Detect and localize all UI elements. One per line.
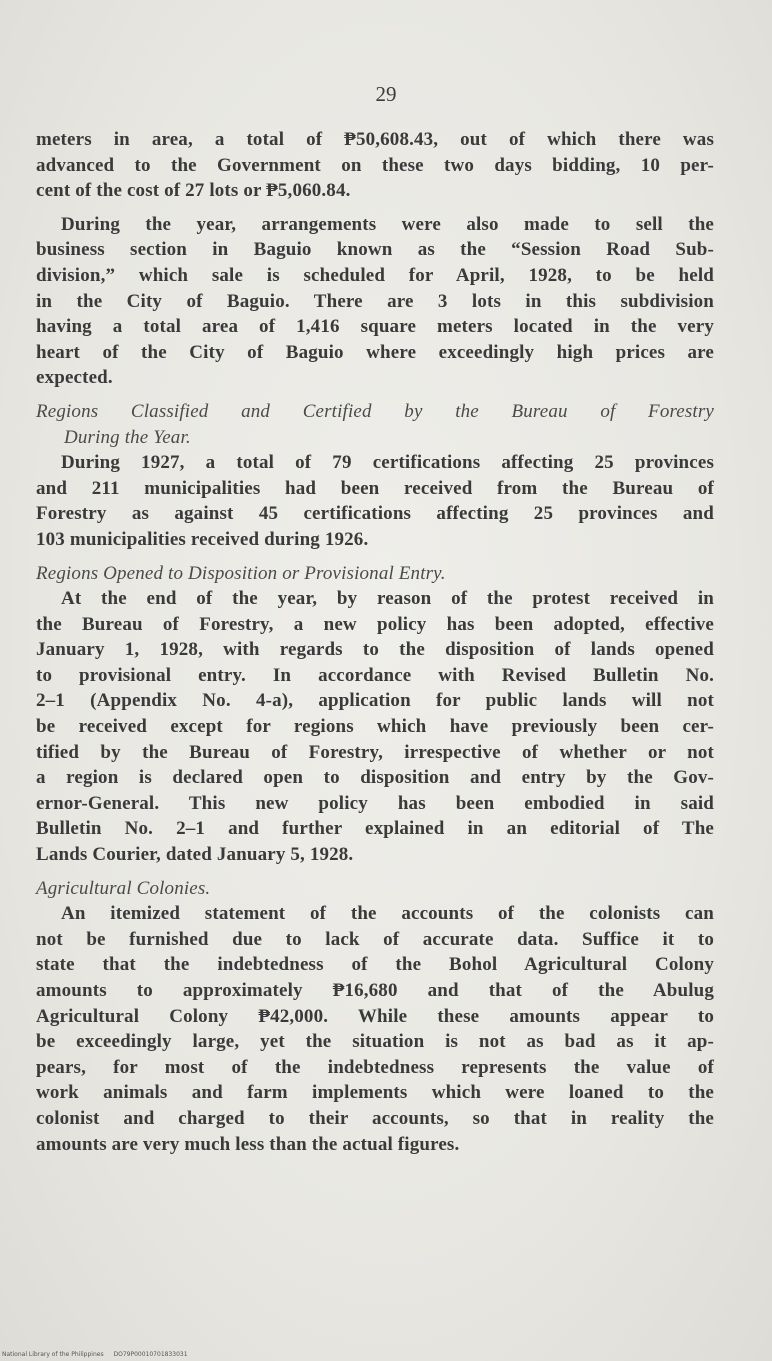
text-line: the Bureau of Forestry, a new policy has been adopted, effective xyxy=(36,613,714,635)
text-line: amounts to approximately ₱16,680 and that of the Abulug xyxy=(36,980,714,1001)
heading-line: Agricultural Colonies. xyxy=(36,877,211,899)
text-line: 2–1 (Appendix No. 4-a), application for public lands will not xyxy=(36,690,714,712)
text-line: advanced to the Government on these two days bidding, 10 per- xyxy=(36,154,714,176)
body-paragraph xyxy=(36,450,714,552)
scan-footer xyxy=(2,1351,188,1358)
text-line: cent of the cost of 27 lots or ₱5,060.84. xyxy=(36,180,351,202)
text-line: Lands Courier, dated January 5, 1928. xyxy=(36,844,354,866)
text-line: a region is declared open to disposition and entry by the Gov- xyxy=(36,767,714,789)
text-line: state that the indebtedness of the Bohol Agricultural Colony xyxy=(36,954,714,976)
text-line: amounts are very much less than the actual figures. xyxy=(36,1133,460,1155)
section-heading xyxy=(36,399,714,450)
text-line: division,” which sale is scheduled for April, 1928, to be held xyxy=(36,264,714,286)
text-line: Agricultural Colony ₱42,000. While these amounts appear to xyxy=(36,1005,714,1027)
text-line: tified by the Bureau of Forestry, irrespective of whether or not xyxy=(36,741,714,763)
text-line: colonist and charged to their accounts, so that in reality the xyxy=(36,1107,714,1129)
body-paragraph xyxy=(36,127,714,204)
text-line: meters in area, a total of ₱50,608.43, out of which there was xyxy=(36,129,714,150)
text-line: be received except for regions which have previously been cer- xyxy=(36,716,714,738)
text-line: work animals and farm implements which were loaned to the xyxy=(36,1082,714,1104)
text-line: having a total area of 1,416 square meters located in the very xyxy=(36,316,714,338)
text-line: Forestry as against 45 certifications affecting 25 provinces and xyxy=(36,503,714,525)
text-line: not be furnished due to lack of accurate data. Suffice it to xyxy=(36,928,714,950)
page-number: 29 xyxy=(375,82,397,106)
body-paragraph xyxy=(36,586,714,868)
footer-library: National Library of the Philippines xyxy=(2,1351,104,1358)
text-line: business section in Baguio known as the “Session Road Sub- xyxy=(36,239,714,261)
text-line: expected. xyxy=(36,367,113,389)
text-line: During 1927, a total of 79 certifications affecting 25 provinces xyxy=(61,452,714,474)
text-line: An itemized statement of the accounts of the colonists can xyxy=(61,903,714,925)
body-paragraph xyxy=(36,901,714,1157)
section-heading xyxy=(36,876,714,902)
text-line: heart of the City of Baguio where exceedingly high prices are xyxy=(36,341,714,363)
text-line: and 211 municipalities had been received from the Bureau of xyxy=(36,477,714,499)
section-heading xyxy=(36,561,714,587)
text-line: to provisional entry. In accordance with Revised Bulletin No. xyxy=(36,664,714,686)
heading-line: During the Year. xyxy=(64,426,191,448)
text-line: During the year, arrangements were also made to sell the xyxy=(61,213,714,235)
text-line: Bulletin No. 2–1 and further explained in an editorial of The xyxy=(36,818,714,840)
text-line: At the end of the year, by reason of the protest received in xyxy=(61,588,714,610)
heading-line: Regions Opened to Disposition or Provisional Entry. xyxy=(36,562,446,584)
text-line: be exceedingly large, yet the situation is not as bad as it ap- xyxy=(36,1031,714,1053)
body-paragraph xyxy=(36,212,714,391)
document-body xyxy=(36,127,714,1165)
text-line: pears, for most of the indebtedness represents the value of xyxy=(36,1056,714,1078)
text-line: ernor-General. This new policy has been embodied in said xyxy=(36,792,714,814)
text-line: 103 municipalities received during 1926. xyxy=(36,528,369,550)
heading-line: Regions Classified and Certified by the Bureau of Forestry xyxy=(36,400,714,422)
text-line: in the City of Baguio. There are 3 lots in this subdivision xyxy=(36,290,714,312)
footer-record-id: DO79P00010701833031 xyxy=(113,1351,188,1358)
text-line: January 1, 1928, with regards to the disposition of lands opened xyxy=(36,639,714,661)
